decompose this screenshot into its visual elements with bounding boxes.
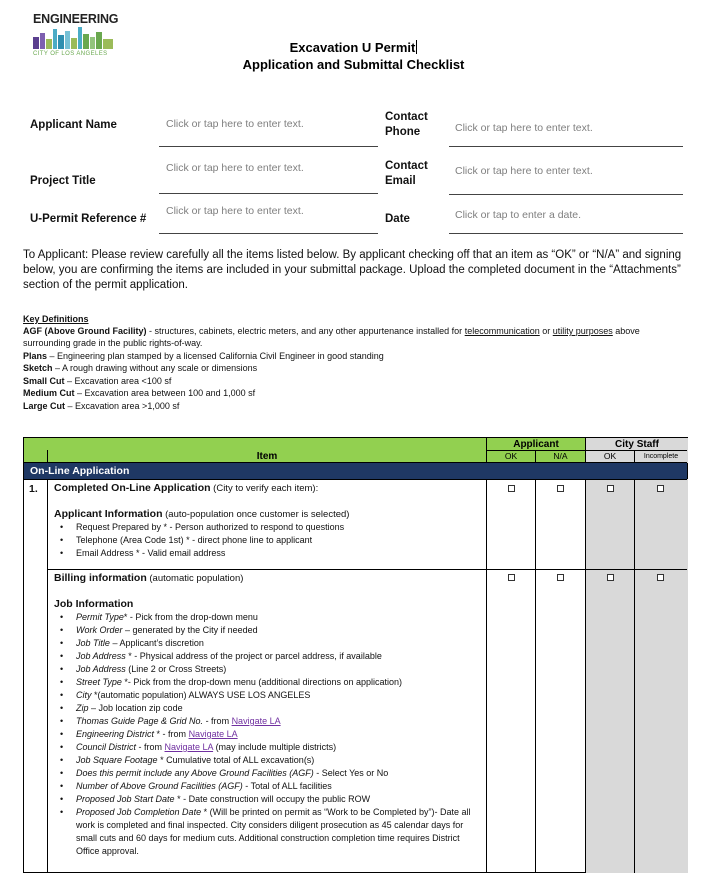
billing-na-checkbox[interactable] xyxy=(557,574,564,581)
section-bottom-line xyxy=(24,479,687,480)
contact-phone-label: Contact Phone xyxy=(385,111,428,138)
applicant-name-input[interactable]: Click or tap here to enter text. xyxy=(166,118,304,130)
billing-heading: Billing information (automatic population) xyxy=(54,572,244,584)
row-number: 1. xyxy=(29,483,38,495)
incomplete-header: Incomplete xyxy=(643,453,679,460)
definition-medium-cut: Medium Cut – Excavation area between 100 and 1,000 sf xyxy=(23,388,256,398)
list-item: • Number of Above Ground Facilities (AGF) - Total of ALL facilities xyxy=(54,780,482,793)
project-title-label: Project Title xyxy=(30,175,96,187)
col-line-number xyxy=(47,479,48,873)
upermit-ref-underline xyxy=(159,233,378,234)
list-item: • Proposed Job Start Date * - Date construction will occupy the public ROW xyxy=(54,793,482,806)
definition-sketch: Sketch – A rough drawing without any scale or dimensions xyxy=(23,363,258,373)
contact-email-input[interactable]: Click or tap here to enter text. xyxy=(455,165,593,177)
date-underline xyxy=(449,233,683,234)
list-item: • Job Address * - Physical address of the project or parcel address, if available xyxy=(54,650,482,663)
billing-incomplete-checkbox[interactable] xyxy=(657,574,664,581)
list-item: • City *(automatic population) ALWAYS USE LOS ANGELES xyxy=(54,689,482,702)
contact-email-label: Contact Email xyxy=(385,160,428,187)
document-subtitle: Application and Submittal Checklist xyxy=(242,57,465,72)
list-item: • Zip – Job location zip code xyxy=(54,702,482,715)
list-item: • Engineering District * - from Navigate LA xyxy=(54,728,482,741)
col-line-ok xyxy=(535,479,536,873)
item-header: Item xyxy=(256,451,278,462)
item-title: Completed On-Line Application (City to verify each item): xyxy=(54,482,319,494)
list-item: • Proposed Job Completion Date * (Will be printed on permit as “Work to be Completed by”)- Date all work is completed and final inspected. City considers diligent prosecution as 45 calendar days for small cuts and 60 days for medium cuts. Additional construction completion time requires District Office approval. xyxy=(54,806,482,858)
list-item: • Does this permit include any Above Ground Facilities (AGF) - Select Yes or No xyxy=(54,767,482,780)
key-definitions-heading: Key Definitions xyxy=(23,314,89,324)
list-item: • Request Prepared by * - Person authorized to respond to questions xyxy=(54,521,482,534)
project-title-underline xyxy=(159,193,378,194)
col-line-staff xyxy=(634,479,635,873)
col-line-staff-head xyxy=(634,450,635,463)
col-line-item-header xyxy=(47,450,48,463)
list-item: • Email Address * - Valid email address xyxy=(54,547,482,560)
col-line-na-head xyxy=(585,438,586,463)
definition-small-cut: Small Cut – Excavation area <100 sf xyxy=(23,376,172,386)
project-title-input[interactable]: Click or tap here to enter text. xyxy=(166,162,304,174)
document-title xyxy=(0,39,707,56)
upermit-ref-label: U-Permit Reference # xyxy=(30,213,147,225)
date-input[interactable]: Click or tap to enter a date. xyxy=(455,209,582,221)
date-label: Date xyxy=(385,213,410,225)
navigate-la-link[interactable]: Navigate LA xyxy=(231,716,281,726)
billing-ok-checkbox[interactable] xyxy=(508,574,515,581)
staff-ok-header: OK xyxy=(603,451,617,461)
applicant-ok-checkbox[interactable] xyxy=(508,485,515,492)
col-line-item-head xyxy=(486,438,487,463)
applicant-na-checkbox[interactable] xyxy=(557,485,564,492)
section-row xyxy=(24,463,687,479)
staff-incomplete-checkbox[interactable] xyxy=(657,485,664,492)
list-item: • Thomas Guide Page & Grid No. - from Navigate LA xyxy=(54,715,482,728)
definition-plans: Plans – Engineering plan stamped by a licensed California Civil Engineer in good standing xyxy=(23,351,384,361)
list-item: • Job Square Footage * Cumulative total of ALL excavation(s) xyxy=(54,754,482,767)
navigate-la-link[interactable]: Navigate LA xyxy=(188,729,238,739)
list-item: • Work Order – generated by the City if needed xyxy=(54,624,482,637)
applicant-name-underline xyxy=(159,146,378,147)
header-divider xyxy=(487,450,687,451)
col-line-na xyxy=(585,479,586,873)
applicant-info-heading: Applicant Information (auto-population once customer is selected) xyxy=(54,508,350,520)
col-line-item xyxy=(486,479,487,873)
list-item: • Job Title – Applicant’s discretion xyxy=(54,637,482,650)
title-line-1: Excavation U Permit xyxy=(289,40,416,55)
checklist-table xyxy=(23,437,688,873)
text-cursor xyxy=(416,40,417,54)
applicant-header: Applicant xyxy=(513,439,559,450)
list-item: • Street Type *- Pick from the drop-down menu (additional directions on application) xyxy=(54,676,482,689)
upermit-ref-input[interactable]: Click or tap here to enter text. xyxy=(166,205,304,217)
navigate-la-link[interactable]: Navigate LA xyxy=(164,742,214,752)
section-title: On-Line Application xyxy=(30,465,130,477)
na-header: N/A xyxy=(553,451,568,461)
contact-email-underline xyxy=(449,194,683,195)
logo-wordmark: ENGINEERING xyxy=(33,12,119,26)
billing-staff-ok-checkbox[interactable] xyxy=(607,574,614,581)
definition-agf: AGF (Above Ground Facility) - structures, cabinets, electric meters, and any other appurtenance installed for telecommunication or utility purposes above surrounding grade in the public rights-of-way. xyxy=(23,326,640,349)
list-item: • Telephone (Area Code 1st) * - direct phone line to applicant xyxy=(54,534,482,547)
applicant-name-label: Applicant Name xyxy=(30,119,117,131)
city-staff-column xyxy=(586,479,688,873)
list-item: • Permit Type* - Pick from the drop-down menu xyxy=(54,611,482,624)
city-staff-header: City Staff xyxy=(615,439,659,450)
contact-phone-underline xyxy=(449,146,683,147)
item-online-application xyxy=(54,482,482,560)
col-line-ok-head xyxy=(535,450,536,463)
job-info-list xyxy=(54,611,482,858)
staff-ok-checkbox[interactable] xyxy=(607,485,614,492)
definition-large-cut: Large Cut – Excavation area >1,000 sf xyxy=(23,401,180,411)
contact-phone-input[interactable]: Click or tap here to enter text. xyxy=(455,122,593,134)
logo-city-text: CITY OF LOS ANGELES xyxy=(33,51,108,57)
list-item: • Job Address (Line 2 or Cross Streets) xyxy=(54,663,482,676)
ok-header: OK xyxy=(504,451,518,461)
row-divider xyxy=(48,569,687,570)
list-item: • Council District - from Navigate LA (may include multiple districts) xyxy=(54,741,482,754)
job-info-heading: Job Information xyxy=(54,598,134,610)
header-bottom-line xyxy=(24,462,687,463)
item-billing-job-info xyxy=(54,572,482,858)
intro-paragraph: To Applicant: Please review carefully all the items listed below. By applicant checking off that an item as “OK” or “N/A” and signing below, you are confirming the items are included in your submittal package. Upload the completed document in the “Attachments” section of the permit application. xyxy=(23,249,682,291)
